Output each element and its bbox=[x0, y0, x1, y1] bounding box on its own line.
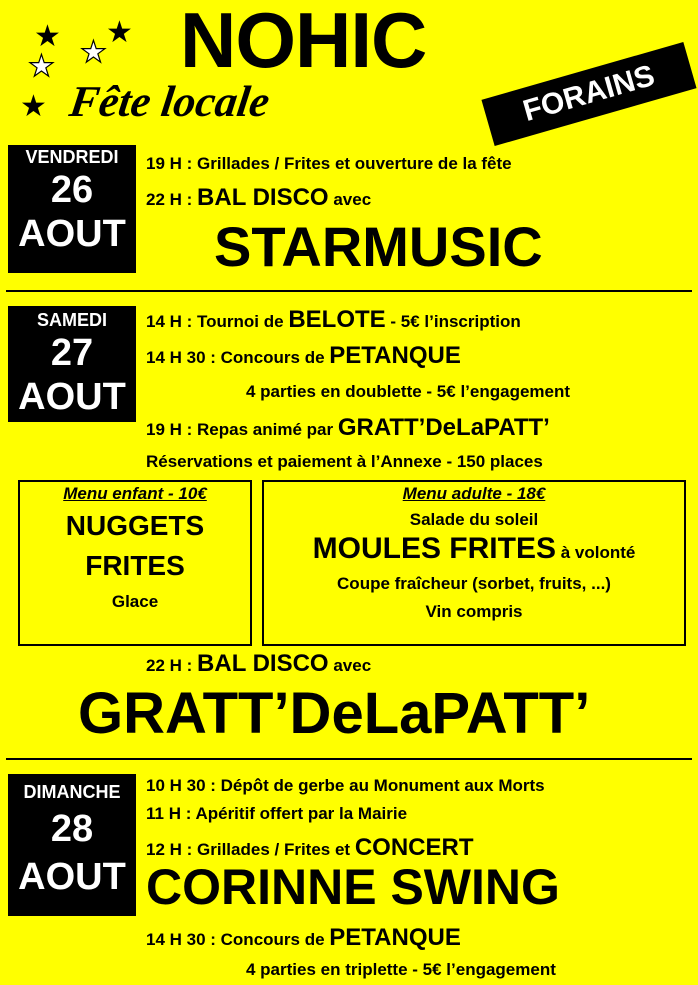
event-line bbox=[146, 306, 521, 334]
menu-item: Vin compris bbox=[425, 602, 523, 621]
event-line bbox=[146, 924, 461, 952]
event-highlight: GRATT’DeLaPATT’ bbox=[337, 414, 550, 441]
star-icon: ★ bbox=[106, 16, 133, 49]
day-box-saturday bbox=[8, 306, 136, 422]
day-month: AOUT bbox=[18, 213, 126, 255]
event-line: 4 parties en triplette - 5€ l’engagement bbox=[246, 960, 556, 979]
event-line bbox=[146, 342, 461, 370]
headliner-friday: STARMUSIC bbox=[214, 215, 543, 278]
event-suffix: avec bbox=[328, 190, 372, 209]
event-highlight: CONCERT bbox=[354, 834, 474, 861]
event-highlight: PETANQUE bbox=[329, 924, 461, 951]
menu-heading: Menu adulte - 18€ bbox=[402, 484, 546, 503]
star-outline-icon: ★ bbox=[80, 36, 107, 69]
menu-item: Coupe fraîcheur (sorbet, fruits, ...) bbox=[337, 574, 611, 593]
menu-item bbox=[264, 532, 684, 566]
day-name: DIMANCHE bbox=[23, 782, 121, 802]
headliner-saturday: GRATT’DeLaPATT’ bbox=[78, 681, 591, 746]
menu-item: Salade du soleil bbox=[409, 510, 539, 529]
divider bbox=[6, 290, 692, 292]
event-time: 22 H : bbox=[146, 656, 198, 675]
day-month: AOUT bbox=[18, 376, 126, 418]
menu-adult bbox=[262, 480, 686, 646]
day-date: 26 bbox=[50, 169, 94, 211]
star-icon: ★ bbox=[34, 20, 61, 53]
event-time: 14 H 30 : Concours de bbox=[146, 930, 330, 949]
event-line bbox=[146, 414, 550, 442]
event-line: 19 H : Grillades / Frites et ouverture de la fête bbox=[146, 154, 512, 173]
star-icon: ★ bbox=[20, 90, 47, 123]
page-subtitle: Fête locale bbox=[66, 77, 273, 126]
menu-item: FRITES bbox=[85, 550, 185, 581]
day-month: AOUT bbox=[18, 856, 126, 898]
page-title: NOHIC bbox=[180, 0, 427, 84]
event-suffix: - 5€ l’inscription bbox=[385, 312, 521, 331]
forains-badge: FORAINS bbox=[481, 42, 696, 146]
event-line bbox=[146, 650, 371, 678]
event-time: 14 H : Tournoi de bbox=[146, 312, 289, 331]
event-time: 19 H : Repas animé par bbox=[146, 420, 338, 439]
event-highlight: BAL DISCO bbox=[197, 184, 329, 211]
event-time: 22 H : bbox=[146, 190, 198, 209]
day-name: SAMEDI bbox=[36, 310, 107, 330]
headliner-sunday: CORINNE SWING bbox=[146, 859, 560, 915]
day-date: 27 bbox=[50, 332, 94, 374]
event-suffix: avec bbox=[328, 656, 372, 675]
divider bbox=[6, 758, 692, 760]
menu-heading: Menu enfant - 10€ bbox=[63, 484, 207, 503]
event-line: 10 H 30 : Dépôt de gerbe au Monument aux Morts bbox=[146, 776, 545, 795]
day-box-sunday bbox=[8, 774, 136, 916]
menu-item: Glace bbox=[111, 592, 159, 611]
event-line bbox=[146, 184, 371, 212]
event-line: 11 H : Apéritif offert par la Mairie bbox=[146, 804, 408, 823]
day-name: VENDREDI bbox=[25, 147, 119, 167]
event-highlight: BELOTE bbox=[288, 306, 386, 333]
event-highlight: PETANQUE bbox=[329, 342, 461, 369]
day-date: 28 bbox=[50, 808, 94, 850]
event-line: 4 parties en doublette - 5€ l’engagement bbox=[246, 382, 571, 401]
event-highlight: BAL DISCO bbox=[197, 650, 329, 677]
day-box-friday bbox=[8, 145, 136, 273]
star-outline-icon: ★ bbox=[28, 50, 55, 83]
menu-kids bbox=[18, 480, 252, 646]
menu-item: NUGGETS bbox=[65, 510, 205, 541]
event-time: 12 H : Grillades / Frites et bbox=[146, 840, 355, 859]
event-time: 14 H 30 : Concours de bbox=[146, 348, 330, 367]
menu-item-suffix: à volonté bbox=[555, 543, 636, 562]
menu-item-highlight: MOULES FRITES bbox=[312, 532, 556, 565]
event-line: Réservations et paiement à l’Annexe - 150 places bbox=[146, 452, 543, 471]
